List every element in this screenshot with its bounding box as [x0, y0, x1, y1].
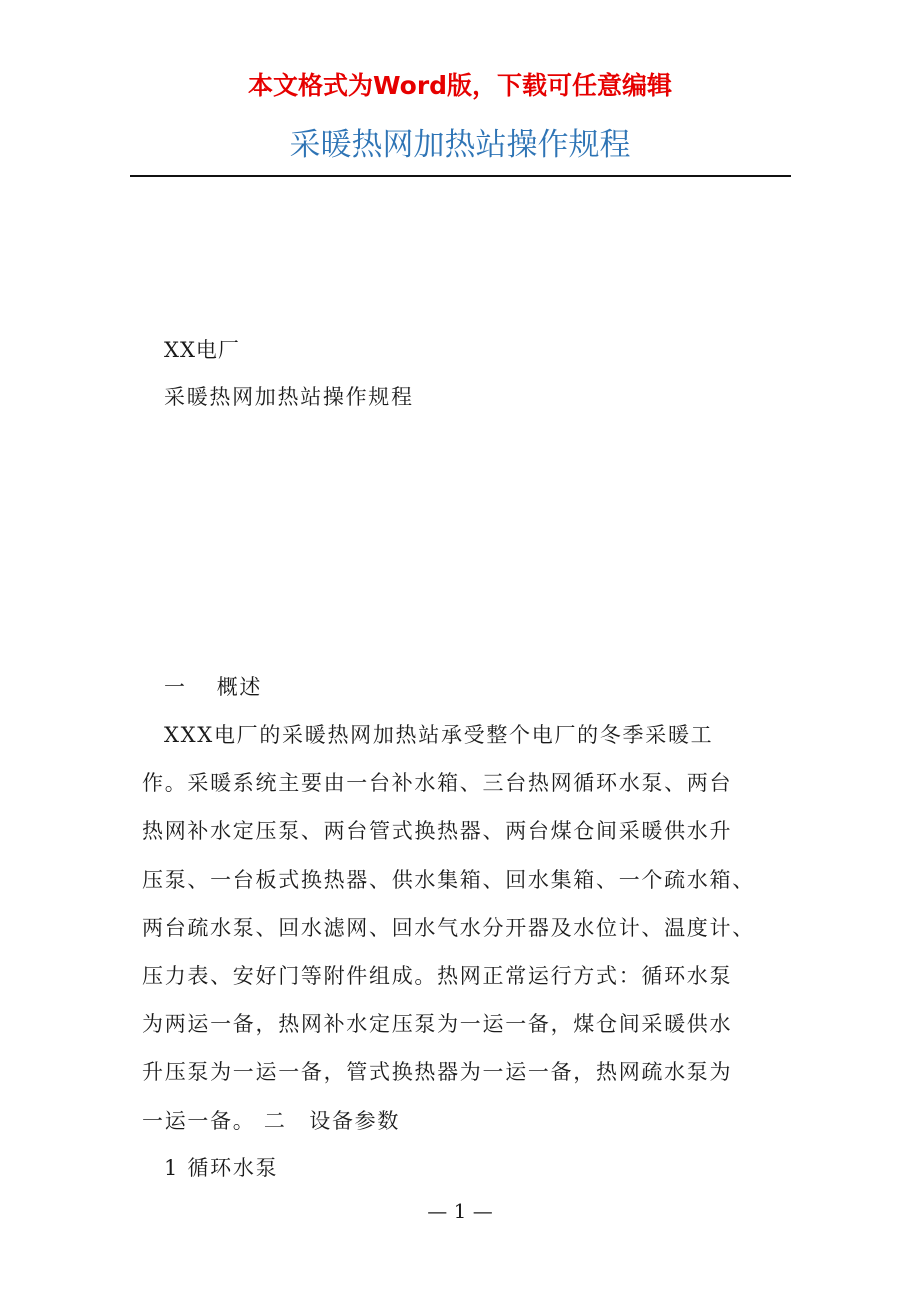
subsection-circulating-pump: 1 循环水泵 — [164, 1156, 279, 1180]
paragraph-line: 一运一备。 二 设备参数 — [142, 1108, 401, 1133]
organization-name: XX电厂 — [164, 338, 240, 362]
paragraph-line: 压力表、安好门等附件组成。热网正常运行方式：循环水泵 — [142, 963, 733, 988]
download-notice: 本文格式为Word版，下载可任意编辑 — [247, 71, 673, 100]
paragraph-line: 压泵、一台板式换热器、供水集箱、回水集箱、一个疏水箱、 — [142, 867, 755, 892]
section-heading-overview — [164, 672, 262, 702]
title-divider — [130, 175, 791, 177]
paragraph-line: 作。采暖系统主要由一台补水箱、三台热网循环水泵、两台 — [142, 771, 733, 796]
section-number: 一 — [164, 675, 187, 699]
paragraph-line: 升压泵为一运一备，管式换热器为一运一备，热网疏水泵为 — [142, 1060, 733, 1085]
overview-paragraph — [142, 720, 782, 1154]
paragraph-line: 为两运一备，热网补水定压泵为一运一备，煤仓间采暖供水 — [142, 1012, 733, 1037]
section-heading-label: 概述 — [216, 675, 263, 699]
paragraph-line: 两台疏水泵、回水滤网、回水气水分开器及水位计、温度计、 — [142, 915, 755, 940]
document-title: 采暖热网加热站操作规程 — [289, 127, 631, 163]
page-number: — 1 — — [427, 1199, 493, 1223]
paragraph-line: 热网补水定压泵、两台管式换热器、两台煤仓间采暖供水升 — [142, 819, 733, 844]
paragraph-line: XXX电厂的采暖热网加热站承受整个电厂的冬季采暖工 — [164, 723, 714, 747]
regulation-name: 采暖热网加热站操作规程 — [164, 385, 414, 409]
